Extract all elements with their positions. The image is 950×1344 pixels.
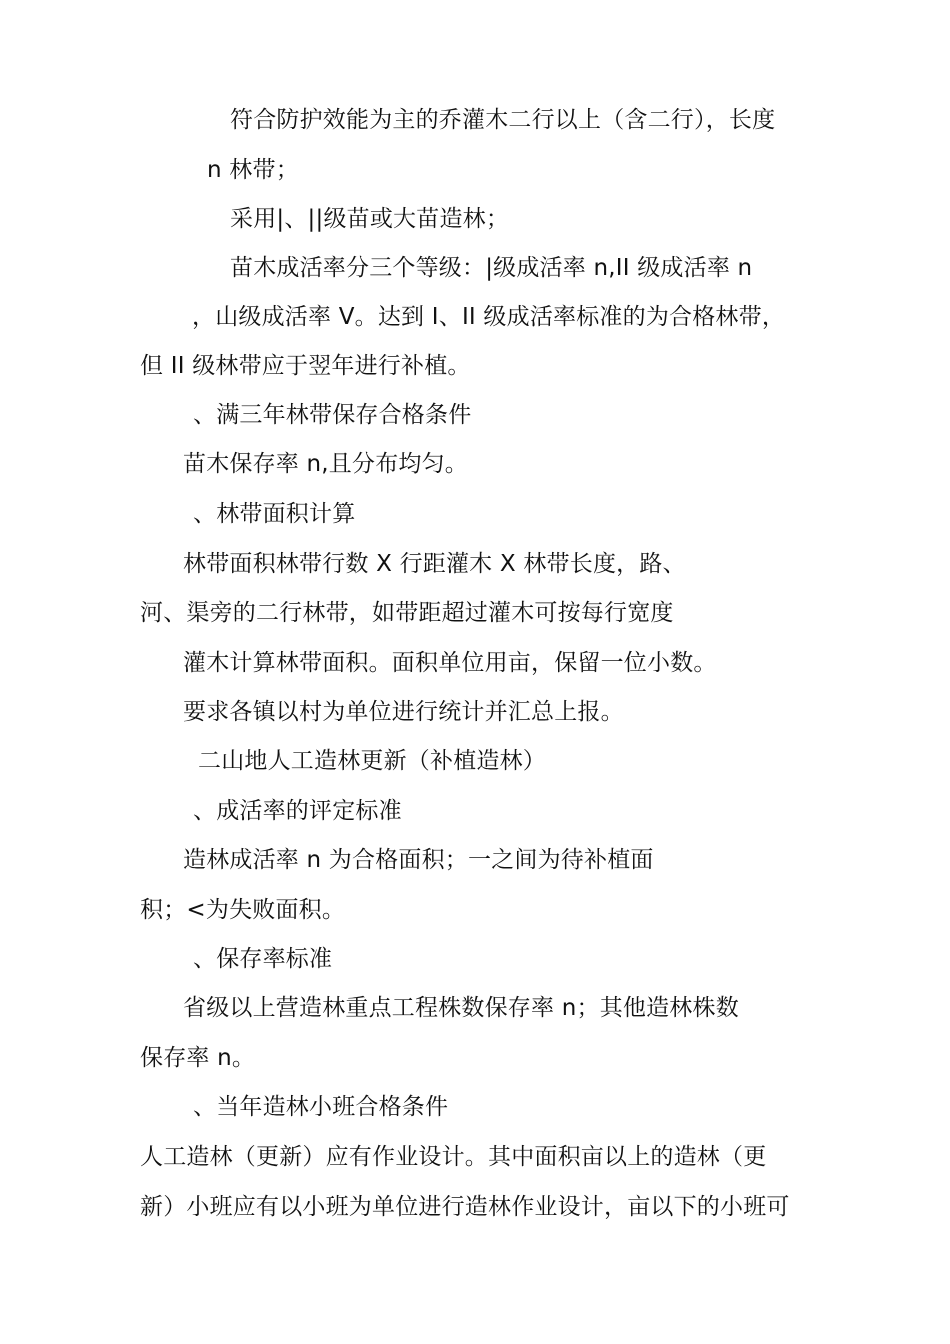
text-line-19: 省级以上营造林重点工程株数保存率 n；其他造林株数 — [183, 995, 739, 1021]
chapter-heading: 二山地人工造林更新（补植造林） — [198, 748, 546, 774]
section-heading-2: 、林带面积计算 — [193, 501, 356, 527]
text-line-13: 要求各镇以村为单位进行统计并汇总上报。 — [183, 699, 624, 725]
text-line-10: 林带面积林带行数 X 行距灌木 X 林带长度，路、 — [183, 551, 686, 577]
text-line-5: ，山级成活率 V。达到 I、II 级成活率标准的为合格林带， — [192, 304, 786, 330]
text-line-4: 苗木成活率分三个等级：|级成活率 n,II 级成活率 n — [230, 255, 753, 281]
text-line-8: 苗木保存率 n,且分布均匀。 — [183, 451, 468, 477]
section-heading-3: 、成活率的评定标准 — [193, 798, 402, 824]
text-line-1: 符合防护效能为主的乔灌木二行以上（含二行），长度 — [230, 107, 776, 133]
text-line-3: 采用|、||级苗或大苗造林； — [230, 206, 510, 232]
section-heading-4: 、保存率标准 — [193, 946, 333, 972]
section-heading-5: 、当年造林小班合格条件 — [193, 1094, 449, 1120]
section-heading-1: 、满三年林带保存合格条件 — [193, 402, 472, 428]
text-line-12: 灌木计算林带面积。面积单位用亩，保留一位小数。 — [183, 650, 717, 676]
text-line-17: 积；<为失败面积。 — [140, 897, 346, 923]
text-line-22: 人工造林（更新）应有作业设计。其中面积亩以上的造林（更 — [140, 1144, 767, 1170]
text-line-11: 河、渠旁的二行林带，如带距超过灌木可按每行宽度 — [140, 600, 674, 626]
text-line-6: 但 II 级林带应于翌年进行补植。 — [140, 353, 471, 379]
text-line-20: 保存率 n。 — [140, 1045, 256, 1071]
text-line-16: 造林成活率 n 为合格面积；一之间为待补植面 — [183, 847, 654, 873]
text-line-23: 新）小班应有以小班为单位进行造林作业设计，亩以下的小班可 — [140, 1194, 790, 1220]
text-line-2: n 林带； — [207, 157, 299, 183]
